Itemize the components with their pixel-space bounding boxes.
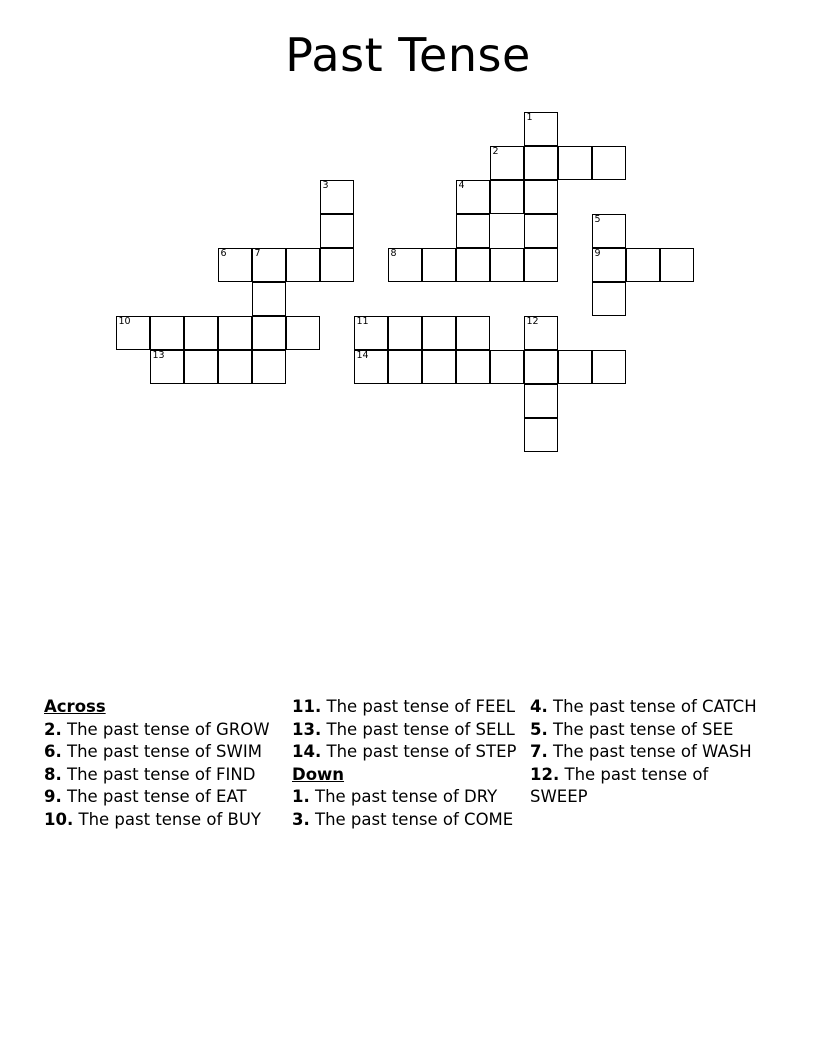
clue-item[interactable]	[292, 809, 522, 832]
grid-cell[interactable]	[592, 146, 626, 180]
clue-item[interactable]	[44, 809, 284, 832]
grid-cell[interactable]	[490, 180, 524, 214]
clue-number: 12.	[530, 764, 560, 784]
grid-cell-number: 12	[526, 316, 539, 327]
grid-cell[interactable]	[626, 248, 660, 282]
clue-item[interactable]	[530, 696, 770, 719]
clues-section-heading: Down	[292, 764, 345, 784]
clue-text: The past tense of FEEL	[326, 697, 516, 716]
grid-cell-number: 14	[356, 350, 369, 361]
grid-cell[interactable]	[150, 350, 184, 384]
clue-item[interactable]	[530, 764, 770, 809]
grid-cell[interactable]	[252, 350, 286, 384]
grid-cell-number: 1	[526, 112, 533, 123]
grid-cell[interactable]	[456, 248, 490, 282]
clue-number: 2.	[44, 719, 62, 739]
grid-cell[interactable]	[558, 350, 592, 384]
clue-number: 1.	[292, 787, 310, 806]
grid-cell[interactable]	[286, 248, 320, 282]
grid-cell[interactable]	[252, 282, 286, 316]
grid-cell[interactable]	[456, 350, 490, 384]
page-title: Past Tense	[285, 28, 531, 82]
grid-cell-number: 6	[220, 248, 227, 259]
clue-text: The past tense of STEP	[326, 742, 517, 761]
grid-cell[interactable]	[524, 384, 558, 418]
clue-text: The past tense of SWEEP	[530, 764, 709, 806]
clue-number: 11.	[292, 697, 322, 716]
grid-cell[interactable]	[184, 316, 218, 350]
grid-cell[interactable]	[524, 112, 558, 146]
grid-cell[interactable]	[524, 180, 558, 214]
grid-cell[interactable]	[524, 418, 558, 452]
grid-cell[interactable]	[286, 316, 320, 350]
clue-number: 8.	[44, 764, 62, 784]
clue-number: 5.	[530, 719, 548, 739]
grid-cell[interactable]	[490, 350, 524, 384]
grid-cell-number: 3	[322, 180, 329, 191]
clue-column-2	[292, 696, 522, 831]
grid-cell[interactable]	[660, 248, 694, 282]
clue-number: 4.	[530, 697, 548, 716]
grid-cell[interactable]	[490, 248, 524, 282]
clue-number: 6.	[44, 742, 62, 761]
clue-item[interactable]	[44, 764, 284, 787]
clue-number: 13.	[292, 719, 322, 739]
grid-cell-number: 7	[254, 248, 261, 259]
clue-item[interactable]	[530, 719, 770, 742]
grid-cell[interactable]	[592, 248, 626, 282]
grid-cell[interactable]	[354, 350, 388, 384]
clue-column-3	[530, 696, 770, 831]
clue-text: The past tense of COME	[315, 809, 514, 829]
clue-text: The past tense of GROW	[67, 719, 270, 739]
clue-text: The past tense of EAT	[67, 787, 247, 806]
grid-cell[interactable]	[422, 316, 456, 350]
grid-cell[interactable]	[218, 316, 252, 350]
clue-item[interactable]	[44, 786, 284, 809]
grid-cell[interactable]	[592, 282, 626, 316]
grid-cell[interactable]	[252, 316, 286, 350]
clue-item[interactable]	[530, 741, 770, 764]
clue-item[interactable]	[292, 786, 522, 809]
grid-cell[interactable]	[456, 214, 490, 248]
grid-cell[interactable]	[456, 180, 490, 214]
grid-cell[interactable]	[422, 350, 456, 384]
grid-cell[interactable]	[218, 248, 252, 282]
grid-cell[interactable]	[592, 214, 626, 248]
grid-cell[interactable]	[592, 350, 626, 384]
grid-cell-number: 13	[152, 350, 165, 361]
grid-cell[interactable]	[524, 316, 558, 350]
grid-cell[interactable]	[218, 350, 252, 384]
grid-cell[interactable]	[490, 146, 524, 180]
clue-item[interactable]	[292, 741, 522, 764]
clue-number: 7.	[530, 742, 548, 761]
grid-cell[interactable]	[388, 248, 422, 282]
grid-cell-number: 2	[492, 146, 499, 157]
grid-cell[interactable]	[252, 248, 286, 282]
grid-cell[interactable]	[524, 248, 558, 282]
clue-number: 3.	[292, 809, 310, 829]
grid-cell[interactable]	[524, 350, 558, 384]
clue-item[interactable]	[44, 741, 284, 764]
grid-cell[interactable]	[354, 316, 388, 350]
grid-cell[interactable]	[388, 316, 422, 350]
grid-cell[interactable]	[558, 146, 592, 180]
clue-column-1	[44, 696, 284, 831]
clue-text: The past tense of DRY	[315, 787, 498, 806]
clue-number: 9.	[44, 787, 62, 806]
grid-cell[interactable]	[320, 214, 354, 248]
clue-item[interactable]	[292, 719, 522, 742]
clue-text: The past tense of SWIM	[67, 742, 262, 761]
clue-number: 10.	[44, 809, 74, 829]
clues-container	[44, 696, 784, 831]
clue-text: The past tense of SEE	[553, 719, 734, 739]
grid-cell[interactable]	[320, 180, 354, 214]
grid-cell-number: 4	[458, 180, 465, 191]
grid-cell[interactable]	[184, 350, 218, 384]
grid-cell-number: 8	[390, 248, 397, 259]
clue-text: The past tense of CATCH	[553, 697, 757, 716]
grid-cell[interactable]	[388, 350, 422, 384]
grid-cell[interactable]	[320, 248, 354, 282]
clue-text: The past tense of WASH	[553, 742, 752, 761]
grid-cell[interactable]	[116, 316, 150, 350]
clue-number: 14.	[292, 742, 322, 761]
grid-cell[interactable]	[150, 316, 184, 350]
clue-item[interactable]	[292, 696, 522, 719]
clue-item[interactable]	[44, 719, 284, 742]
clue-text: The past tense of SELL	[326, 719, 515, 739]
clues-section-heading: Across	[44, 697, 106, 716]
clue-text: The past tense of BUY	[78, 809, 262, 829]
grid-cell-number: 10	[118, 316, 131, 327]
grid-cell[interactable]	[524, 214, 558, 248]
grid-cell[interactable]	[422, 248, 456, 282]
grid-cell-number: 5	[594, 214, 601, 225]
clue-text: The past tense of FIND	[67, 764, 256, 784]
grid-cell[interactable]	[524, 146, 558, 180]
grid-cell[interactable]	[456, 316, 490, 350]
grid-cell-number: 9	[594, 248, 601, 259]
grid-cell-number: 11	[356, 316, 369, 327]
